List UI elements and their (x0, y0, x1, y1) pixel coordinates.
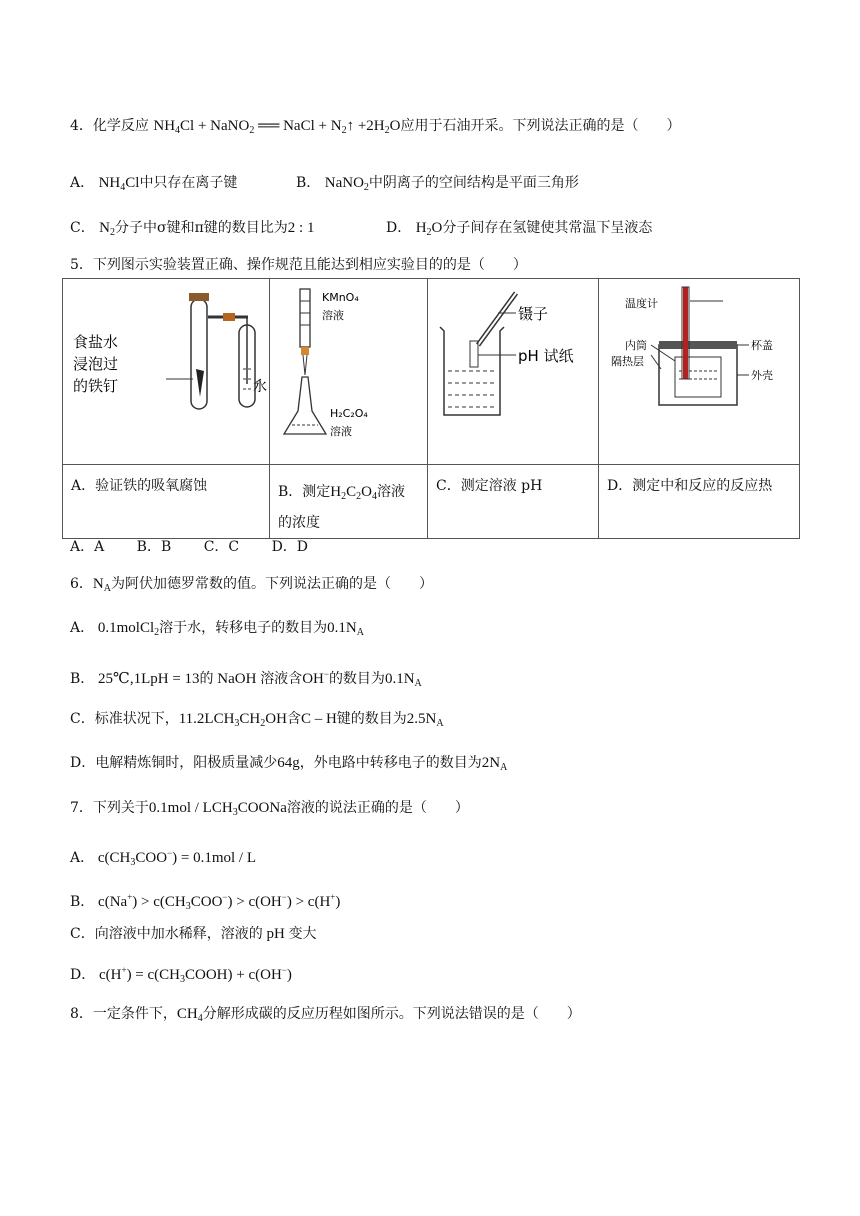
q7-c-ph: pH (262, 926, 289, 942)
q7-c-text: C．向溶液中加水稀释，溶液的 (70, 926, 263, 942)
caption-a: A．验证铁的吸氧腐蚀 (63, 465, 270, 539)
q6-na: $N_A$ (92, 576, 111, 594)
label-insulation: 隔热层 (611, 355, 644, 368)
label-solution-bottom: 溶液 (330, 425, 352, 438)
caption-b-formula: $H_2C_2O_4$ (330, 484, 377, 502)
q4-c-label: C． (70, 220, 95, 236)
ph-test-diagram (428, 279, 598, 460)
label-thermometer: 温度计 (625, 297, 658, 310)
q4-b-label: B． (296, 175, 321, 191)
q6-b-oh: OH− (302, 669, 329, 687)
q6-d-value: $2N_A$ (481, 755, 508, 773)
q7-option-c (70, 924, 317, 944)
q6-a-value: $0.1N_A$ (327, 620, 364, 638)
label-salt-water: 食盐水 (73, 333, 119, 351)
q6-b-text2: 的数目为 (328, 671, 385, 687)
q6-a-label: A． (70, 620, 95, 636)
q7-c-tail: 变大 (288, 926, 317, 942)
q4-option-a (70, 173, 237, 198)
q4-equation: $NH_4Cl$ + NaNO$_2$ ══ NaCl + $N_2↑ +2H_2O$ (153, 118, 401, 136)
q6-option-d (70, 753, 507, 778)
q4-a-text: 中只存在离子键 (139, 175, 238, 191)
caption-d: D．测定中和反应的反应热 (599, 465, 800, 539)
q6-b-cond: 25℃,1LpH = 13 (94, 671, 200, 687)
diagram-a-cell (63, 279, 270, 465)
q4-c-ratio: 2 : 1 (287, 220, 315, 236)
q6-option-b (70, 664, 422, 694)
q7-stem-tail: 溶液的说法正确的是（ ） (286, 800, 469, 816)
q6-number: 6． (70, 576, 93, 592)
q4-d-text: 分子间存在氢键使其常温下呈液态 (442, 220, 653, 236)
caption-b-prefix: B．测定 (278, 484, 331, 500)
q8-ch4: $CH_4$ (176, 1006, 203, 1024)
q4-d-formula: $H_2O$ (415, 220, 443, 238)
label-iron-nail: 的铁钉 (73, 377, 119, 395)
q6-stem (70, 574, 433, 599)
q7-b-label: B． (70, 894, 95, 910)
q6-option-c (70, 709, 444, 734)
label-kmno4: KMnO₄ (322, 291, 359, 304)
q6-b-value: $0.1N_A$ (384, 671, 422, 689)
q4-d-label: D． (386, 220, 412, 236)
q4-option-b (296, 173, 579, 198)
diagram-d-cell (599, 279, 800, 465)
q7-stem-text: 7．下列关于 (70, 800, 149, 816)
q7-stem (70, 798, 469, 823)
q6-b-naoh: NaOH (213, 671, 261, 687)
q4-option-c (70, 218, 314, 243)
q4-a-formula: $NH_4Cl$ (98, 175, 140, 193)
q4-c-text: 分子中σ键和π键的数目比为 (115, 220, 288, 236)
q4-stem (70, 116, 680, 141)
q7-b-expr: $c(Na^+) > c(CH_3COO^-) > c(OH^-) > c(H^+)$ (94, 892, 341, 912)
q6-a-formula: 0.1molCl$_2$ (94, 620, 160, 638)
caption-b-mid: 溶液 (377, 484, 405, 500)
caption-b (270, 465, 428, 539)
q7-option-b (70, 887, 340, 917)
label-shell: 外壳 (751, 369, 773, 382)
q4-b-text: 中阴离子的空间结构是平面三角形 (368, 175, 579, 191)
label-tweezers: 镊子 (518, 305, 549, 323)
q6-option-a (70, 618, 364, 643)
q4-b-formula: NaNO$_2$ (324, 175, 369, 193)
q6-b-de: 的 (199, 671, 214, 687)
iron-corrosion-diagram (63, 279, 269, 460)
caption-c: C．测定溶液 pH (428, 465, 599, 539)
q8-stem-tail: 分解形成碳的反应历程如图所示。下列说法错误的是（ ） (202, 1006, 581, 1022)
q4-stem-tail: 应用于石油开采。下列说法正确的是（ ） (400, 118, 681, 134)
calorimeter-diagram (599, 279, 799, 460)
q7-a-label: A． (70, 850, 95, 866)
diagram-c-cell (428, 279, 599, 465)
q8-stem (70, 1004, 581, 1029)
diagram-b-cell (270, 279, 428, 465)
label-lid: 杯盖 (751, 339, 773, 352)
q6-c-formula: $11.2LCH_3CH_2OH$ (178, 711, 287, 729)
label-solution-top: 溶液 (322, 309, 344, 322)
label-soaked: 浸泡过 (73, 355, 119, 373)
q6-b-label: B． (70, 671, 95, 687)
q7-a-expr: $c(CH_3COO^-) = 0.1mol / L$ (94, 848, 256, 868)
q7-option-a (70, 843, 256, 873)
q4-option-d (386, 218, 652, 243)
q6-d-mass: 64g (277, 755, 300, 771)
q7-d-expr: $c(H^+) = c(CH_3COOH) + c(OH^-)$ (95, 965, 292, 985)
q6-c-value: $2.5N_A$ (406, 711, 444, 729)
q6-d-text2: ，外电路中转移电子的数目为 (299, 755, 482, 771)
q5-stem: 5．下列图示实验装置正确、操作规范且能达到相应实验目的的是（ ） (70, 257, 527, 273)
label-inner-cylinder: 内筒 (625, 339, 647, 352)
q6-c-bond: C – H (300, 711, 337, 727)
q4-c-formula: $N_2$ (99, 220, 116, 238)
caption-b-tail: 的浓度 (278, 515, 320, 531)
q5-table (62, 278, 800, 539)
q6-stem-text: 为阿伏加德罗常数的值。下列说法正确的是（ ） (111, 576, 433, 592)
q8-stem-text: 8．一定条件下， (70, 1006, 177, 1022)
q4-stem-text: 4．化学反应 (70, 118, 149, 134)
label-ph-paper: pH 试纸 (518, 347, 574, 365)
q7-formula: $0.1mol / LCH_3COONa$ (148, 800, 287, 818)
label-h2c2o4: H₂C₂O₄ (330, 407, 368, 420)
q6-c-han: 含 (286, 711, 301, 727)
q4-a-label: A． (70, 175, 95, 191)
label-water: 水 (253, 379, 267, 395)
titration-diagram (270, 279, 427, 460)
q6-c-label: C．标准状况下， (70, 711, 179, 727)
q5-answer-options: A．A B．B C．C D．D (70, 539, 309, 555)
q6-c-text: 键的数目为 (336, 711, 407, 727)
q7-option-d (70, 960, 292, 990)
q6-a-text: 溶于水，转移电子的数目为 (159, 620, 328, 636)
q6-b-text: 溶液含 (260, 671, 303, 687)
q6-d-text: D．电解精炼铜时，阳极质量减少 (70, 755, 278, 771)
q7-d-label: D． (70, 967, 96, 983)
